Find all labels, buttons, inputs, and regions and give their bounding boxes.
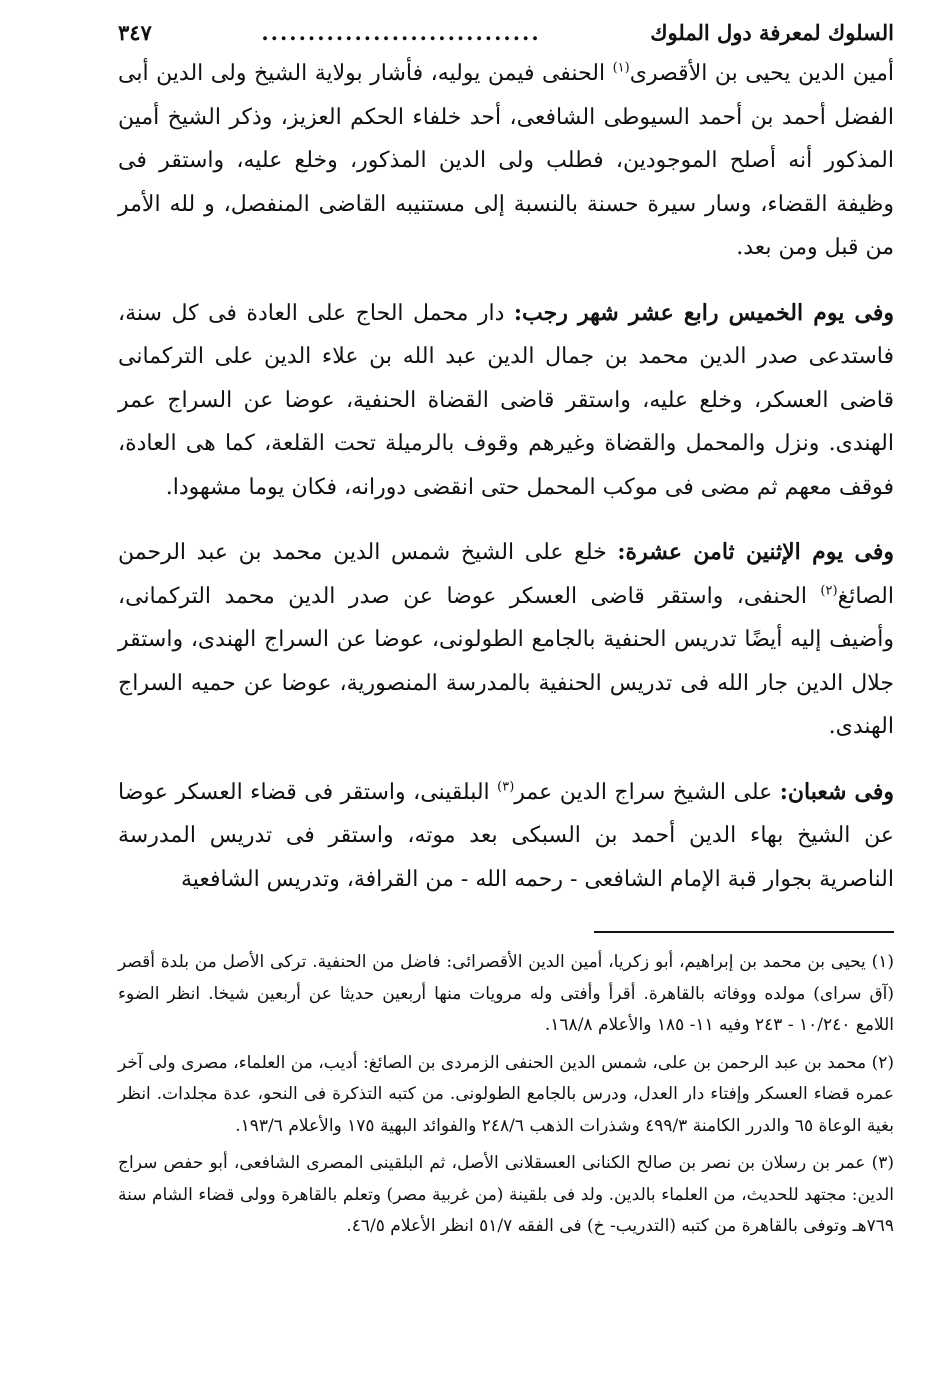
paragraph-text: البلقينى، واستقر فى قضاء العسكر عوضا عن الشيخ بهاء الدين أحمد بن السبكى بعد موته، واستقر فى تدريس المدرسة الناصرية بجوار قبة الإمام الشافعى - رحمه الله - من القرافة، وتدريس الشافعية: [118, 779, 894, 892]
footnote-number: (٣): [871, 1153, 894, 1173]
book-page: [118, 18, 894, 1249]
footnotes: [118, 947, 894, 1243]
paragraph: [118, 531, 894, 749]
paragraph: [118, 771, 894, 902]
footnote-separator: [594, 931, 894, 933]
footnote: [118, 947, 894, 1042]
running-header: [118, 18, 894, 48]
paragraph-text: دار محمل الحاج على العادة فى كل سنة، فاستدعى صدر الدين محمد بن جمال الدين عبد الله بن علاء الدين على التركمانى قاضى العسكر، وخلع عليه، واستقر قاضى القضاة الحنفية، عوضا عن السراج عمر الهندى. ونزل والمحمل والقضاة وغيرهم وقوف بالرميلة تحت القلعة، كما هى العادة، فوقف معهم ثم مضى فى موكب المحمل حتى انقضى دورانه، فكان يوما مشهودا.: [118, 300, 894, 500]
paragraph-text: خلع على الشيخ شمس الدين محمد بن عبد الرحمن الصائغ: [118, 540, 894, 609]
paragraph-text: الحنفى، واستقر قاضى العسكر عوضا عن صدر الدين محمد التركمانى، وأضيف إليه أيضًا تدريس الحنفية بالجامع الطولونى، عوضا عن السراج الهندى، واستقر جلال الدين جار الله فى تدريس الحنفية بالمدرسة المنصورية، عوضا عن حميه السراج الهندى.: [118, 583, 894, 739]
leader-dots: ..............................: [261, 20, 541, 45]
footnote-text: محمد بن عبد الرحمن بن على، شمس الدين الحنفى الزمردى بن الصائغ: أديب، من العلماء، مصرى ولى آخر عمره قضاء العسكر وإفتاء دار العدل، ودرس بالجامع الطولونى. من كتبه التذكرة فى النحو، عدة مجلدات. انظر بغية الوعاة ٦٥ والدرر الكامنة ٤٩٩/٣ وشذرات الذهب ٢٤٨/٦ والفوائد البهية ١٧٥ والأعلام ١٩٣/٦.: [118, 1052, 894, 1136]
footnote-ref: (٣): [497, 779, 515, 795]
footnote: [118, 1148, 894, 1243]
page-number: ٣٤٧: [118, 20, 152, 45]
paragraph: [118, 52, 894, 270]
paragraph: [118, 292, 894, 510]
footnote-text: يحيى بن محمد بن إبراهيم، أبو زكريا، أمين الدين الأقصرائى: فاضل من الحنفية. تركى الأصل من بلدة أقصر (آق سراى) مولده ووفاته بالقاهرة. أقرأ وأفتى وله مرويات منها أربعين حديثا عن أربعين شيخا. انظر الضوء اللامع ١٠/٢٤٠ - ٢٤٣ وفيه ١١- ١٨٥ والأعلام ١٦٨/٨.: [118, 952, 894, 1035]
main-text: [118, 52, 894, 901]
paragraph-lead: وفى يوم الخميس رابع عشر شهر رجب:: [513, 299, 894, 326]
paragraph-lead: وفى شعبان:: [779, 778, 894, 805]
footnote-number: (٢): [871, 1052, 894, 1073]
footnote-ref: (٢): [820, 583, 838, 599]
footnote-number: (١): [871, 952, 894, 972]
footnote-ref: (١): [612, 60, 630, 76]
footnote: [118, 1048, 894, 1143]
paragraph-text: الحنفى فيمن يوليه، فأشار بولاية الشيخ ولى الدين أبى الفضل أحمد بن أحمد السيوطى الشافعى، أحد خلفاء الحكم العزيز، وذكر الشيخ أمين المذكور أنه أصلح الموجودين، فطلب ولى الدين المذكور، وخلع عليه، واستقر فى وظيفة القضاء، وسار سيرة حسنة بالنسبة إلى مستنيبه القاضى المنفصل، و لله الأمر من قبل ومن بعد.: [118, 61, 894, 260]
paragraph-text: أمين الدين يحيى بن الأقصرى: [629, 61, 895, 86]
paragraph-lead: وفى يوم الإثنين ثامن عشرة:: [617, 539, 894, 565]
paragraph-text: على الشيخ سراج الدين عمر: [514, 779, 780, 805]
book-title: السلوك لمعرفة دول الملوك: [650, 20, 894, 45]
footnote-text: عمر بن رسلان بن نصر بن صالح الكنانى العسقلانى الأصل، ثم البلقينى المصرى الشافعى، أبو حفص سراج الدين: مجتهد للحديث، من العلماء بالدين. ولد فى بلقينة (من غربية مصر) وتعلم بالقاهرة وولى قضاء الشام سنة ٧٦٩هـ وتوفى بالقاهرة من كتبه (التدريب- خ) فى الفقه ٥١/٧ انظر الأعلام ٤٦/٥.: [118, 1153, 894, 1236]
